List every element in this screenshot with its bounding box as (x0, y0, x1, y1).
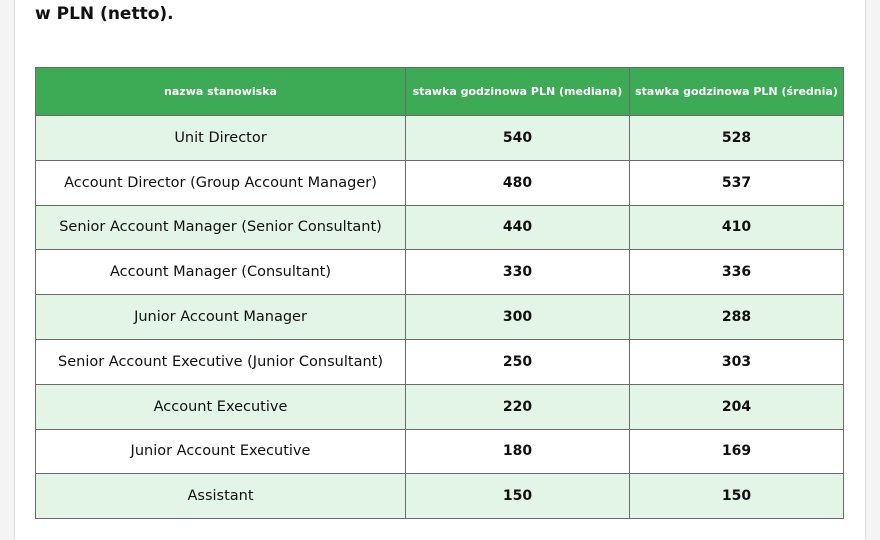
mean-cell: 528 (630, 116, 844, 161)
position-cell: Junior Account Manager (36, 295, 406, 340)
median-cell: 440 (406, 205, 630, 250)
mean-cell: 288 (630, 295, 844, 340)
mean-cell: 537 (630, 160, 844, 205)
position-cell: Senior Account Manager (Senior Consultant) (36, 205, 406, 250)
column-header-position: nazwa stanowiska (36, 68, 406, 116)
heading-text: w PLN (netto). (35, 4, 174, 24)
table-row (36, 474, 844, 519)
median-cell: 540 (406, 116, 630, 161)
column-header-median: stawka godzinowa PLN (mediana) (406, 68, 630, 116)
table-row (36, 160, 844, 205)
position-cell: Assistant (36, 474, 406, 519)
table-row (36, 295, 844, 340)
mean-cell: 204 (630, 384, 844, 429)
position-cell: Senior Account Executive (Junior Consultant) (36, 339, 406, 384)
median-cell: 180 (406, 429, 630, 474)
table-row (36, 205, 844, 250)
mean-cell: 410 (630, 205, 844, 250)
mean-cell: 303 (630, 339, 844, 384)
median-cell: 300 (406, 295, 630, 340)
column-header-mean: stawka godzinowa PLN (średnia) (630, 68, 844, 116)
table-row (36, 384, 844, 429)
median-cell: 330 (406, 250, 630, 295)
hourly-rates-table (35, 67, 844, 519)
position-cell: Account Director (Group Account Manager) (36, 160, 406, 205)
position-cell: Junior Account Executive (36, 429, 406, 474)
median-cell: 150 (406, 474, 630, 519)
position-cell: Unit Director (36, 116, 406, 161)
mean-cell: 336 (630, 250, 844, 295)
position-cell: Account Manager (Consultant) (36, 250, 406, 295)
median-cell: 480 (406, 160, 630, 205)
table-row (36, 250, 844, 295)
table-header-row (36, 68, 844, 116)
document-page (14, 0, 866, 540)
table-row (36, 429, 844, 474)
table-row (36, 339, 844, 384)
median-cell: 220 (406, 384, 630, 429)
mean-cell: 150 (630, 474, 844, 519)
position-cell: Account Executive (36, 384, 406, 429)
mean-cell: 169 (630, 429, 844, 474)
median-cell: 250 (406, 339, 630, 384)
table-row (36, 116, 844, 161)
